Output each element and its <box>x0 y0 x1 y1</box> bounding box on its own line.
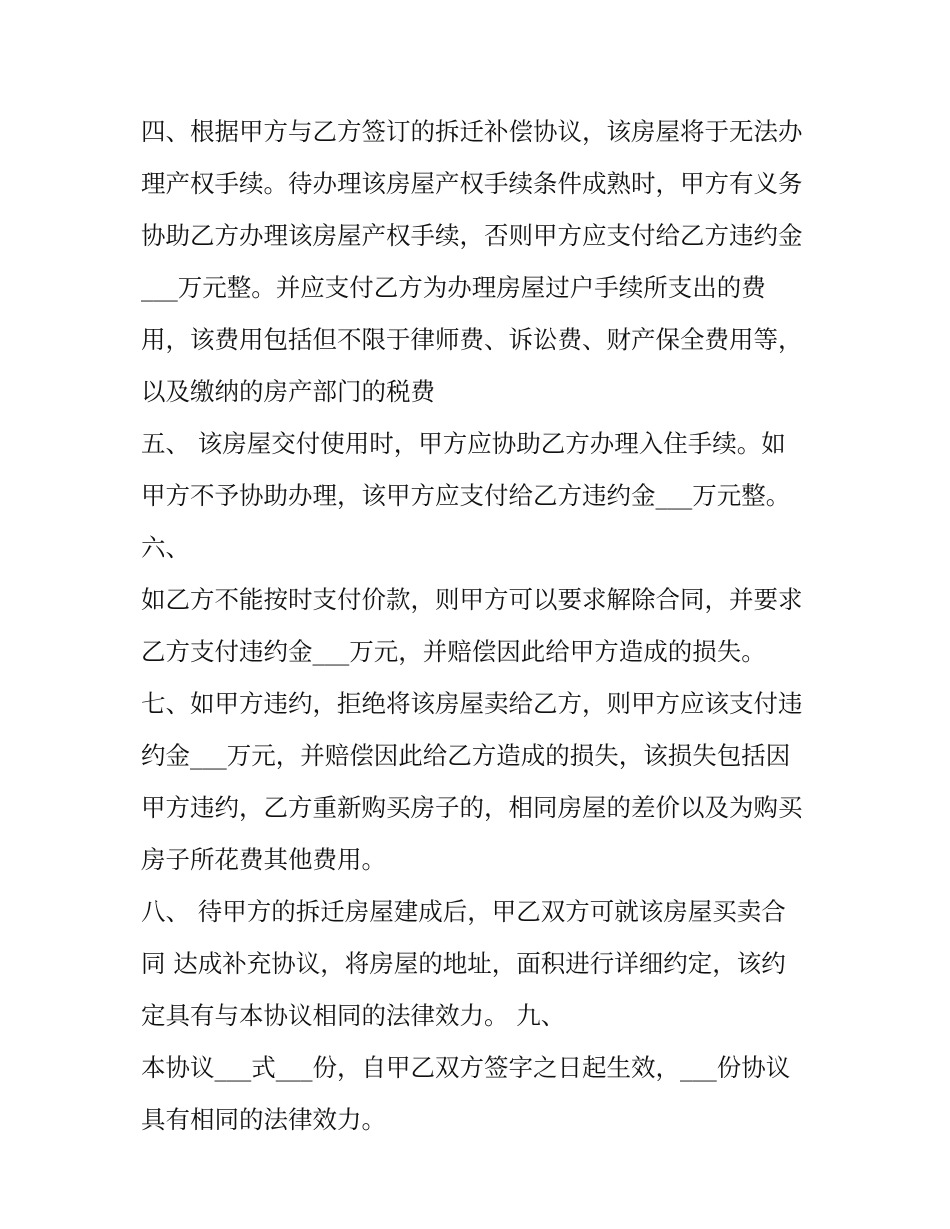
text-line: 具有相同的法律效力。 <box>141 1105 386 1134</box>
text-line: 如乙方不能按时支付价款，则甲方可以要求解除合同，并要求 <box>141 585 803 614</box>
text-line: 协助乙方办理该房屋产权手续，否则甲方应支付给乙方违约金 <box>141 221 803 250</box>
text-line: 乙方支付违约金___万元，并赔偿因此给甲方造成的损失。 <box>141 637 766 666</box>
text-line: 用，该费用包括但不限于律师费、诉讼费、财产保全费用等， <box>141 325 803 354</box>
text-line: 四、根据甲方与乙方签订的拆迁补偿协议，该房屋将于无法办 <box>141 117 803 146</box>
text-line: 理产权手续。待办理该房屋产权手续条件成熟时，甲方有义务 <box>141 169 803 198</box>
text-line: 甲方不予协助办理，该甲方应支付给乙方违约金___万元整。 <box>141 481 791 510</box>
text-line: 六、 <box>141 533 190 562</box>
text-line: 八、 待甲方的拆迁房屋建成后，甲乙双方可就该房屋买卖合 <box>141 897 786 926</box>
contract-text-body <box>141 106 821 1146</box>
text-line: 本协议___式___份，自甲乙双方签字之日起生效，___份协议 <box>141 1053 791 1082</box>
text-line: 约金___万元，并赔偿因此给乙方造成的损失，该损失包括因 <box>141 741 791 770</box>
text-line: 七、如甲方违约，拒绝将该房屋卖给乙方，则甲方应该支付违 <box>141 689 803 718</box>
text-line: 甲方违约，乙方重新购买房子的，相同房屋的差价以及为购买 <box>141 793 803 822</box>
text-line: 房子所花费其他费用。 <box>141 845 386 874</box>
text-line: 同 达成补充协议，将房屋的地址，面积进行详细约定，该约 <box>141 949 786 978</box>
text-line: 定具有与本协议相同的法律效力。 九、 <box>141 1001 566 1030</box>
text-line: 五、 该房屋交付使用时，甲方应协助乙方办理入住手续。如 <box>141 429 786 458</box>
text-line: 以及缴纳的房产部门的税费 <box>141 377 435 406</box>
text-line: ___万元整。并应支付乙方为办理房屋过户手续所支出的费 <box>141 273 766 302</box>
